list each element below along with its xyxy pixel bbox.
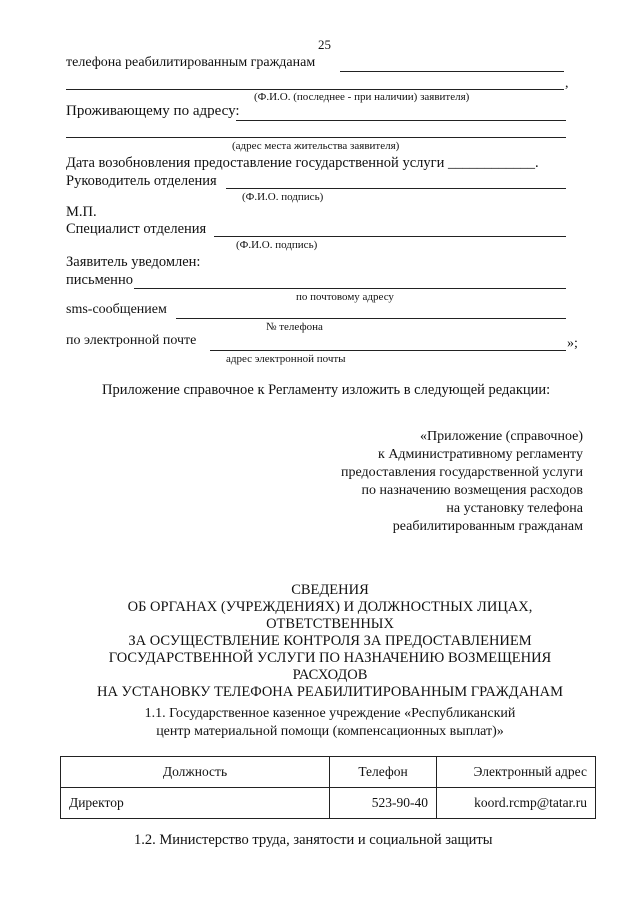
appendix-header-line: «Приложение (справочное) [420,429,583,444]
title-line: ЗА ОСУЩЕСТВЛЕНИЕ КОНТРОЛЯ ЗА ПРЕДОСТАВЛЕНИЕМ [128,633,532,649]
blank-line [340,71,564,72]
title-line: РАСХОДОВ [292,667,368,683]
section-1-1 [40,705,620,741]
head-signature-line [226,188,566,189]
appendix-header-line: на установку телефона [446,501,583,516]
document-title [40,582,620,701]
section-1-1-line: 1.1. Государственное казенное учреждение «Республиканский [144,706,516,721]
title-line: ОТВЕТСТВЕННЫХ [266,616,394,632]
caption-email: адрес электронной почты [226,353,346,365]
cell-phone: 523-90-40 [330,788,437,819]
instruction-text: Приложение справочное к Регламенту изложить в следующей редакции: [102,382,551,398]
page-number: 25 [318,37,331,52]
section-1-1-line: центр материальной помощи (компенсационных выплат)» [156,724,504,739]
stamp-place-label: М.П. [66,204,97,220]
appendix-header-line: к Административному регламенту [378,447,583,462]
phone-number-line [176,318,566,319]
title-line: ОБ ОРГАНАХ (УЧРЕЖДЕНИЯХ) И ДОЛЖНОСТНЫХ ЛИЦАХ, [127,599,533,615]
postal-address-line [134,288,566,289]
cell-position: Директор [61,788,330,819]
appendix-header-line: реабилитированным гражданам [392,519,583,534]
table-row [61,788,596,819]
caption-fio-sign-2: (Ф.И.О. подпись) [236,239,318,251]
email-closing-quote: »; [567,336,578,351]
appendix-header [341,428,583,536]
caption-address: (адрес места жительства заявителя) [232,140,400,152]
title-line: ГОСУДАРСТВЕННОЙ УСЛУГИ ПО НАЗНАЧЕНИЮ ВОЗМЕЩЕНИЯ [108,650,552,666]
caption-phone-number: № телефона [266,321,323,333]
address-label: Проживающему по адресу: [66,103,240,119]
caption-fio-sign-1: (Ф.И.О. подпись) [242,191,324,203]
title-line: СВЕДЕНИЯ [291,582,369,598]
head-of-department-label: Руководитель отделения [66,173,217,189]
notified-label: Заявитель уведомлен: [66,254,201,270]
cell-email: koord.rcmp@tatar.ru [437,788,596,819]
applicant-name-line [66,89,564,90]
title-line: НА УСТАНОВКУ ТЕЛЕФОНА РЕАБИЛИТИРОВАННЫМ ГРАЖДАНАМ [96,684,563,700]
email-label: по электронной почте [66,333,197,348]
section-1-2: 1.2. Министерство труда, занятости и социальной защиты [134,832,493,848]
contacts-table [60,756,596,819]
sms-label: sms-сообщением [66,302,167,317]
caption-postal-address: по почтовому адресу [296,291,394,303]
email-line [210,350,566,351]
trailing-comma: , [565,76,569,91]
address-line-1 [236,120,566,121]
resume-date-label: Дата возобновления предоставление государственной услуги ____________. [66,155,539,171]
address-line-2 [66,137,566,138]
appendix-header-line: предоставления государственной услуги [341,465,583,480]
appendix-header-line: по назначению возмещения расходов [361,483,583,498]
specialist-signature-line [214,236,566,237]
header-phone: Телефон [330,757,437,788]
phone-rehab-label: телефона реабилитированным гражданам [66,55,316,70]
specialist-label: Специалист отделения [66,221,207,237]
header-position: Должность [61,757,330,788]
in-writing-label: письменно [66,272,133,288]
header-email: Электронный адрес [437,757,596,788]
table-header-row [61,757,596,788]
caption-fio-applicant: (Ф.И.О. (последнее - при наличии) заявителя) [254,91,470,103]
